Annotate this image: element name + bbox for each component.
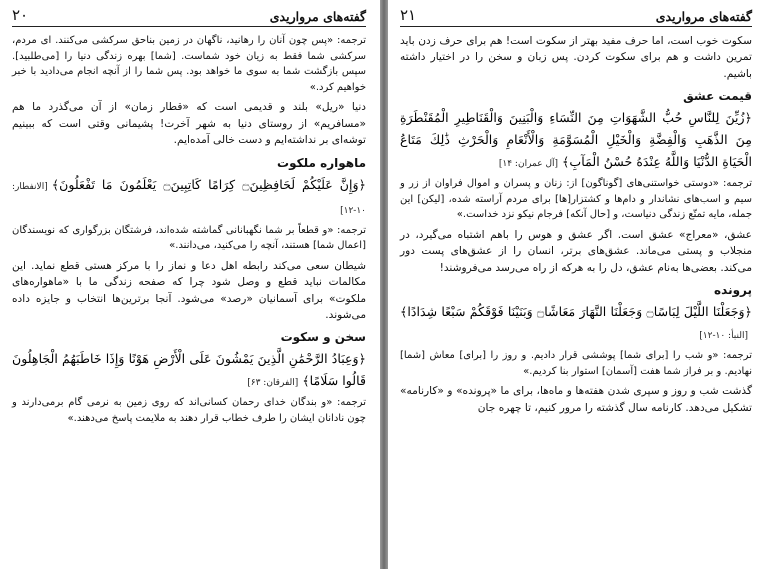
section-heading-love: قیمت عشق	[683, 89, 752, 104]
verse-text: ﴿وَإِنَّ عَلَيْكُمْ لَحَافِظِينَ۝ كِرَامًا كَاتِبِينَ۝ يَعْلَمُونَ مَا تَفْعَلُونَ﴾	[51, 176, 366, 192]
translation-paragraph: ترجمه: «و بندگان خدای رحمان کسانی‌اند که روی زمین به نرمی گام برمی‌دارند و چون نادانان ایشان را طرف خطاب قرار دهند به ملایمت پاسخ می‌دهند.»	[12, 397, 366, 424]
section-heading-angels: ماهواره ملکوت	[277, 155, 366, 170]
paragraph-speech-silence: سکوت خوب است، اما حرف مفید بهتر از سکوت است! هم برای حرف زدن باید تمرین داشت و هم برای سکوت کردن. پس زبان و سخن را در اختیار داشته باشیم.	[400, 35, 752, 80]
book-title: گفته‌های مرواریدی	[269, 9, 366, 24]
verse-text: ﴿زُيِّنَ لِلنَّاسِ حُبُّ الشَّهَوَاتِ مِنَ النِّسَاءِ وَالْبَنِينَ وَالْقَنَاطِيرِ الْمُقَنْطَرَةِ مِنَ الذَّهَبِ وَالْفِضَّةِ وَالْخَيْلِ الْمُسَوَّمَةِ وَالْأَنْعَامِ وَالْحَرْثِ ذَٰلِكَ مَتَاعُ الْحَيَاةِ الدُّنْيَا وَاللَّهُ عِنْدَهُ حُسْنُ الْمَآبِ﴾	[400, 110, 752, 170]
page-header	[12, 6, 366, 27]
verse-reference: [النبأ: ۱۰-۱۲]	[699, 331, 748, 342]
page-number: ۲۰	[12, 6, 29, 24]
quran-verse	[400, 107, 752, 175]
right-page	[388, 0, 768, 569]
quran-verse	[400, 301, 752, 347]
paragraph-angels: شیطان سعی می‌کند رابطه اهل دعا و نماز را با مرکز هستی قطع نماید. این مکالمات نباید قطع و وصل شود چرا که صفحه زندگی ما با «ماهواره‌های ملکوت» برای آسمانیان «رصد» می‌شود. آنجا برترین‌ها انتخاب و جایزه داده می‌شوند.	[12, 259, 366, 321]
section-heading-speech: سخن و سکوت	[280, 330, 366, 345]
book-title: گفته‌های مرواریدی	[655, 9, 752, 24]
verse-text: ﴿وَجَعَلْنَا اللَّيْلَ لِبَاسًا۝ وَجَعَلْنَا النَّهَارَ مَعَاشًا۝ وَبَنَيْنَا فَوْقَكُمْ سَبْعًا شِدَادًا﴾	[400, 304, 752, 320]
verse-text: ﴿وَعِبَادُ الرَّحْمَٰنِ الَّذِينَ يَمْشُونَ عَلَى الْأَرْضِ هَوْنًا وَإِذَا خَاطَبَهُمُ الْجَاهِلُونَ قَالُوا سَلَامًا﴾	[12, 351, 366, 389]
left-page	[0, 0, 380, 569]
translation-paragraph: ترجمه: «و قطعاً بر شما نگهبانانی گماشته شده‌اند، فرشتگان بزرگواری که نویسندگان [اعمال شما] هستند، آنچه را می‌کنید، می‌دانند.»	[12, 224, 366, 252]
page-header	[400, 6, 752, 27]
section-heading-record: پرونده	[714, 283, 752, 298]
quran-verse	[12, 348, 366, 394]
translation-paragraph: ترجمه: «پس چون آنان را رهانید، ناگهان در زمین بناحق سرکشی می‌کنند. ای مردم، سرکشی شما فقط به زیان خود شماست. [شما] بهره زندگی دنیا را [می‌طلبید]. سپس بازگشت شما به سوی ما خواهد بود. پس شما را از آنچه انجام می‌دادید با خبر خواهیم کرد.»	[12, 35, 366, 93]
book-gutter	[380, 0, 388, 569]
verse-reference: [آل عمران: ۱۴]	[498, 159, 559, 170]
page-number: ۲۱	[400, 6, 417, 24]
paragraph-world: دنیا «ریل» بلند و قدیمی است که «قطار زمان» از آن می‌گذرد ما هم «مسافریم» از روستای دنیا به شهر آخرت! پشیمانی وقتی است که ببینیم توشه‌ای بر نداشته‌ایم و دست خالی آمده‌ایم.	[12, 101, 366, 147]
paragraph-record: گذشت شب و روز و سپری شدن هفته‌ها و ماه‌ها، برای ما «پرونده» و «کارنامه» تشکیل می‌دهد. کارنامه سال گذشته را مرور کنیم، تا چهره جان	[400, 385, 752, 414]
quran-verse	[12, 174, 366, 222]
paragraph-love: عشق، «معراج» عشق است. اگر عشق و هوس را باهم اشتباه می‌گیرد، در منجلاب و پستی می‌ماند. عشق‌های برتر، انسان را از عشق‌های پست دور می‌کند. بعضی‌ها به‌نام عشق، دل را به هرکه از راه می‌رسد می‌فروشند!	[400, 229, 752, 274]
translation-paragraph: ترجمه: «و شب را [برای شما] پوششی قرار دادیم. و روز را [برای] معاش [شما] نهادیم. و بر فراز شما هفت [آسمان] استوار بنا کردیم.»	[400, 350, 752, 377]
verse-reference: [الانفطار: ۱۰-۱۲]	[12, 181, 366, 216]
verse-reference: [الفرقان: ۶۳]	[247, 378, 299, 389]
translation-paragraph: ترجمه: «دوستی خواستنی‌های [گوناگون] از: زنان و پسران و اموال فراوان از زر و سیم و اسب‌های نشاندار و دام‌ها و کشتزار[ها] برای مردم آراسته شده، [لیکن] این جمله، مایه تمتّع زندگی دنیاست، و [حال آنکه] فرجام نیکو نزد خداست.»	[400, 178, 752, 221]
